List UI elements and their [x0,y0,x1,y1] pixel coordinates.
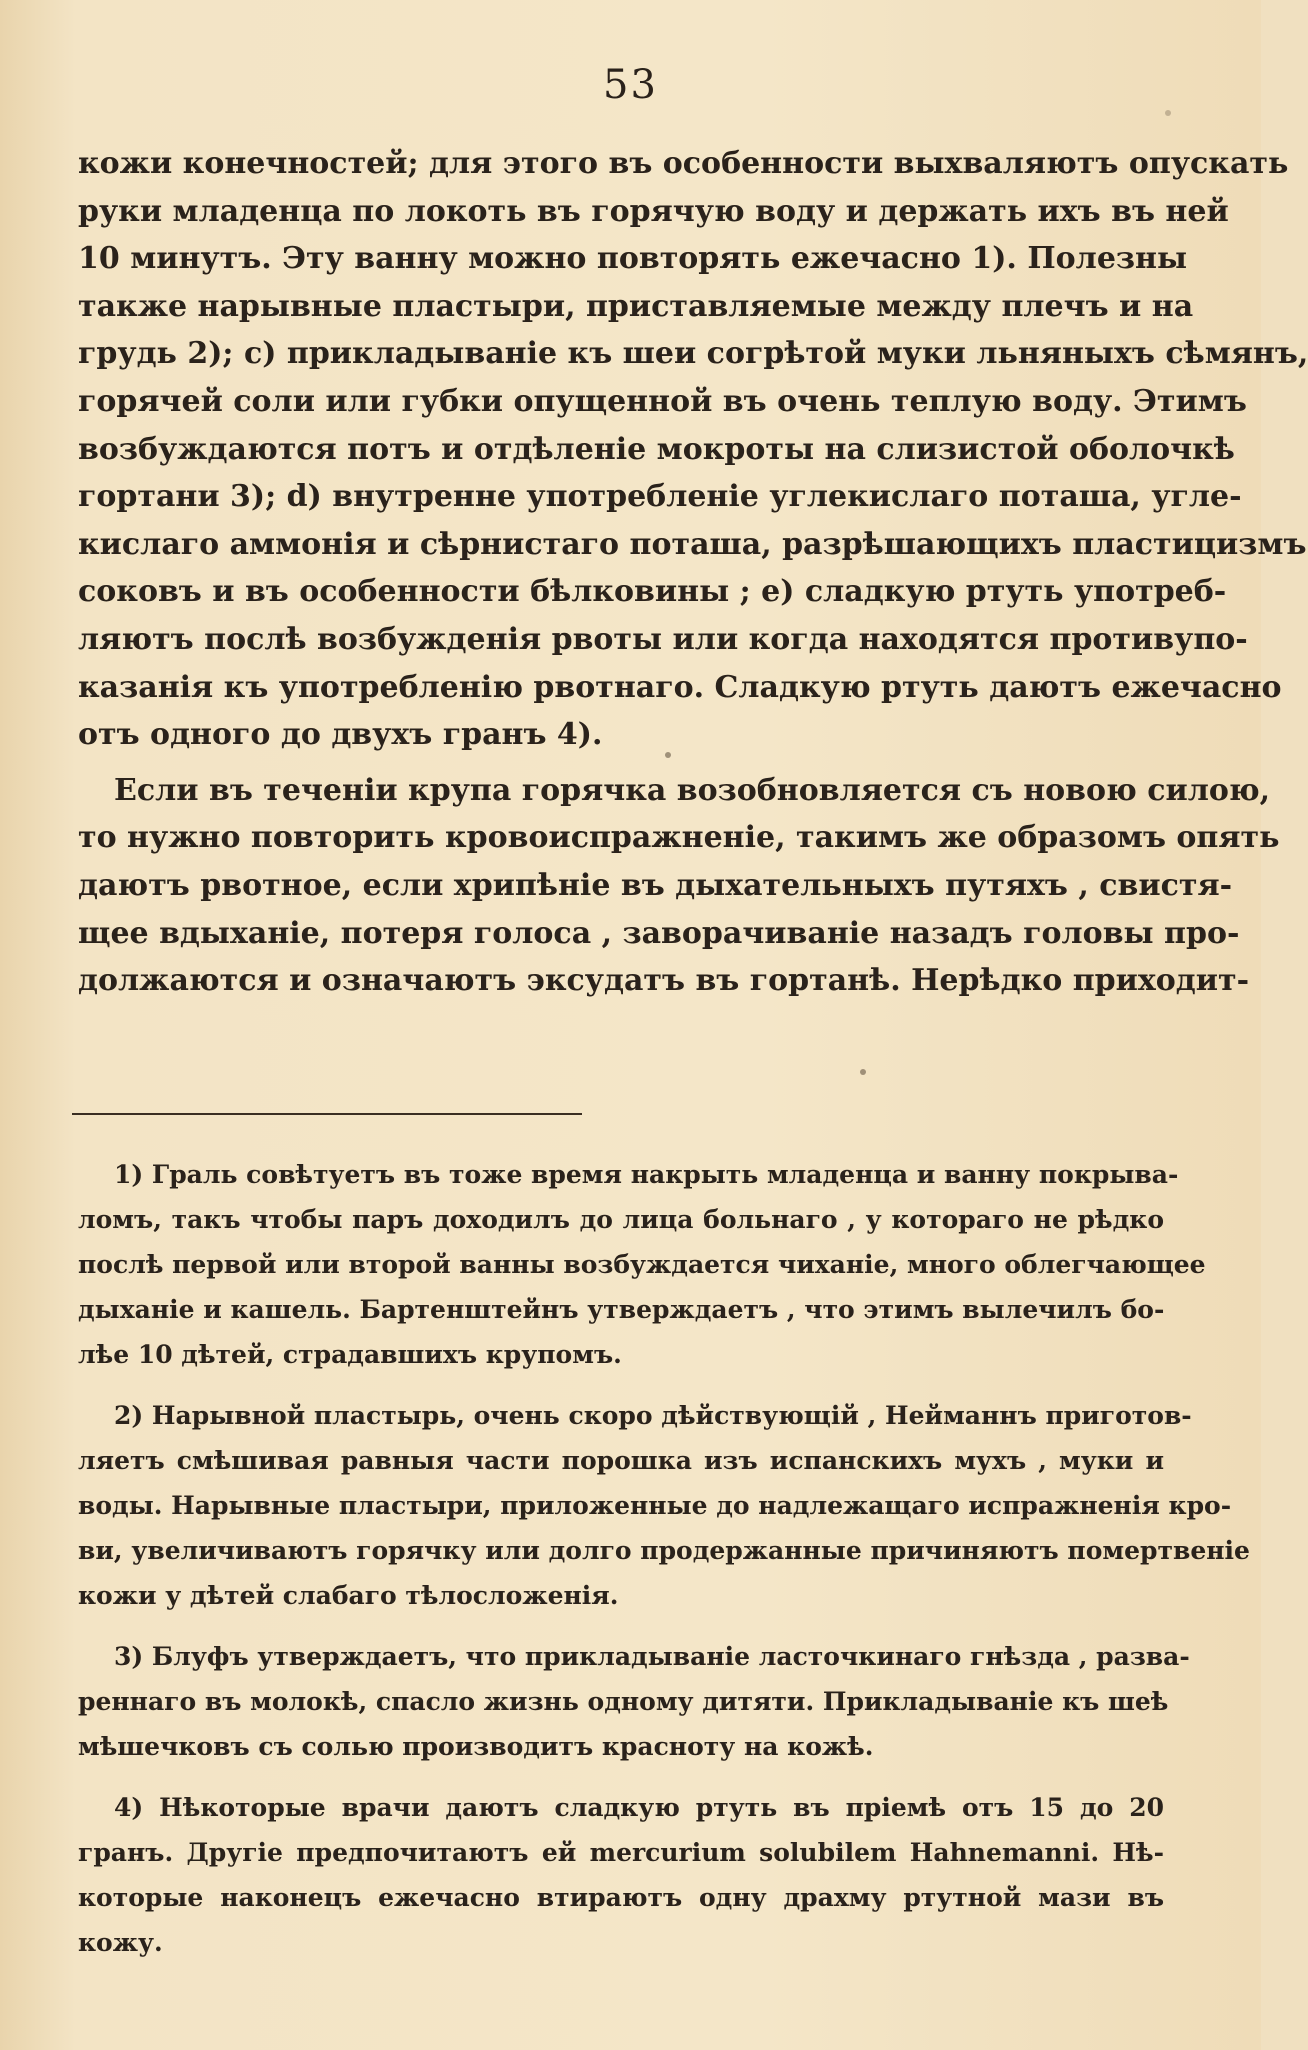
paper-speck [665,752,671,758]
text-line: 10 минутъ. Эту ванну можно повторять ежечасно 1). Полезны [78,241,1188,277]
text-line: отъ одного до двухъ гранъ 4). [78,717,603,753]
footnote-4 [78,1785,1164,1965]
text-line: щее вдыханіе, потеря голоса , заворачиваніе назадъ головы про- [78,915,1240,951]
text-line: кислаго аммонія и сѣрнистаго поташа, разрѣшающихъ пластицизмъ [78,526,1307,562]
footnote-line: 3) Блуфъ утверждаетъ, что прикладываніе ласточкинаго гнѣзда , развa- [114,1642,1190,1671]
text-line: соковъ и въ особенности бѣлковины ; e) сладкую ртуть употреб- [78,574,1227,610]
text-line: то нужно повторить кровоиспражненіе, такимъ же образомъ опять [78,820,1280,856]
footnote-line: 4) Нѣкоторые врачи даютъ сладкую ртуть въ пріемѣ отъ 15 до 20 [114,1793,1164,1822]
text-line: кожи конечностей; для этого въ особенности выхваляютъ опускать [78,146,1289,181]
footnote-line: гранъ. Другіе предпочитаютъ ей mercurium solubilem Hahnemanni. Нѣ- [78,1838,1164,1867]
footnote-line: ломъ, такъ чтобы паръ доходилъ до лица больнаго , у котораго не рѣдко [78,1205,1164,1234]
footnote-line: ви, увеличиваютъ горячку или долго продержанные причиняютъ помертвеніе [78,1536,1250,1565]
footnote-line: послѣ первой или второй ванны возбуждается чиханіе, много облегчающее [78,1250,1206,1279]
footnotes [78,1152,1250,1981]
text-line: также нарывные пластыри, приставляемые между плечъ и на [78,288,1194,324]
text-line: казанія къ употребленію рвотнаго. Сладкую ртуть даютъ ежечасно [78,669,1282,705]
main-text [78,140,1308,1013]
footnote-line: кожу. [78,1928,163,1957]
paper-speck [1165,110,1171,116]
footnote-divider [72,1113,582,1115]
footnote-line: 2) Нарывной пластырь, очень скоро дѣйствующій , Нейманнъ приготов- [114,1401,1192,1430]
footnote-line: 1) Граль совѣтуетъ въ тоже время накрыть младенца и ванну покрыва- [114,1160,1179,1189]
footnote-line: кожи у дѣтей слабаго тѣлосложенія. [78,1581,619,1610]
text-line: гортани 3); d) внутренне употребленіе углекислаго поташа, угле- [78,479,1242,515]
footnote-2 [78,1393,1250,1618]
page-number: 53 [603,62,658,108]
text-line: ляютъ послѣ возбужденія рвоты или когда находятся противупо- [78,621,1248,657]
footnote-1 [78,1152,1206,1377]
text-line: возбуждаются потъ и отдѣленіе мокроты на слизистой оболочкѣ [78,431,1235,467]
footnote-3 [78,1634,1190,1769]
text-line: должаются и означаютъ эксудатъ въ гортанѣ. Нерѣдко приходит- [78,963,1250,999]
text-line: даютъ рвотное, если хрипѣніе въ дыхательныхъ путяхъ , свистя- [78,867,1233,903]
footnote-line: ляетъ смѣшивая равныя части порошка изъ испанскихъ мухъ , муки и [78,1446,1164,1475]
footnote-line: реннаго въ молокѣ, спасло жизнь одному дитяти. Прикладываніе къ шеѣ [78,1687,1169,1716]
footnote-line: дыханіе и кашель. Бартенштейнъ утверждаетъ , что этимъ вылечилъ бо- [78,1295,1165,1324]
footnote-line: воды. Нарывные пластыри, приложенные до надлежащаго испражненія кро- [78,1491,1232,1520]
paragraph [78,140,1308,759]
text-line: горячей соли или губки опущенной въ очень теплую воду. Этимъ [78,383,1247,419]
paper-speck [860,1069,866,1075]
text-line: грудь 2); c) прикладываніе къ шеи согрѣтой муки льняныхъ сѣмянъ, [78,336,1308,372]
footnote-line: мѣшечковъ съ солью производитъ красноту на кожѣ. [78,1732,874,1761]
text-line: руки младенца по локоть въ горячую воду и держать ихъ въ ней [78,193,1229,229]
footnote-line: которые наконецъ ежечасно втираютъ одну драхму ртутной мази въ [78,1883,1164,1912]
paragraph [78,767,1280,1005]
footnote-line: лѣе 10 дѣтей, страдавшихъ крупомъ. [78,1340,622,1369]
text-line: Если въ теченіи крупа горячка возобновляется съ новою силою, [114,772,1271,808]
